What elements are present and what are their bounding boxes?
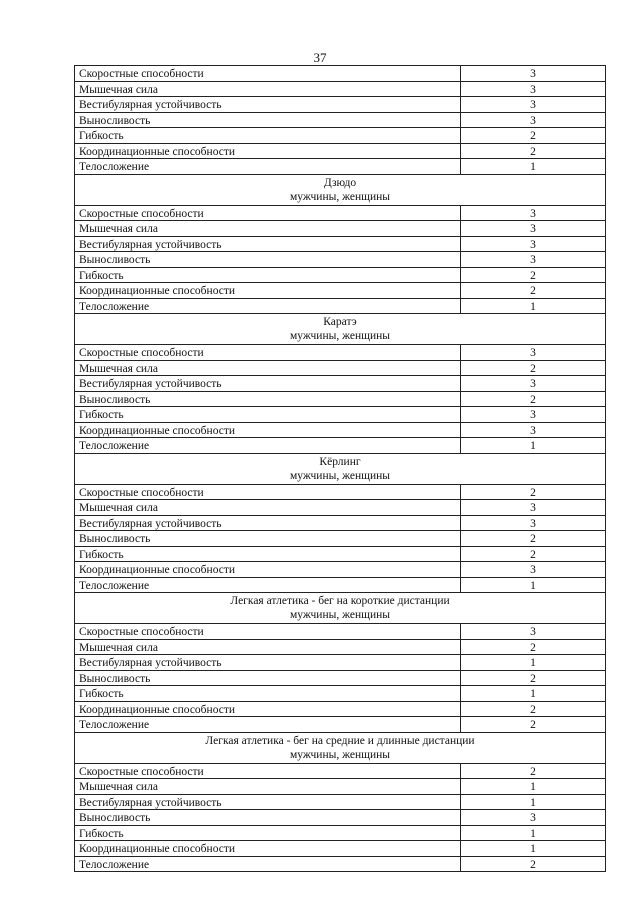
table-row bbox=[75, 205, 606, 221]
quality-score-cell: 2 bbox=[461, 701, 606, 717]
quality-name-cell: Мышечная сила bbox=[75, 221, 461, 237]
table-row bbox=[75, 221, 606, 237]
quality-score-cell: 3 bbox=[461, 345, 606, 361]
quality-score-cell: 3 bbox=[461, 97, 606, 113]
table-row bbox=[75, 159, 606, 175]
table-row bbox=[75, 763, 606, 779]
quality-name-cell: Скоростные способности bbox=[75, 66, 461, 82]
quality-name-cell: Выносливость bbox=[75, 810, 461, 826]
section-header bbox=[75, 593, 606, 624]
quality-name-cell: Координационные способности bbox=[75, 422, 461, 438]
table-row bbox=[75, 500, 606, 516]
quality-name-cell: Вестибулярная устойчивость bbox=[75, 236, 461, 252]
table-row bbox=[75, 655, 606, 671]
table-row bbox=[75, 283, 606, 299]
section-subtitle: мужчины, женщины bbox=[289, 330, 391, 342]
quality-name-cell: Вестибулярная устойчивость bbox=[75, 376, 461, 392]
quality-name-cell: Выносливость bbox=[75, 391, 461, 407]
table-row bbox=[75, 577, 606, 593]
table-row bbox=[75, 825, 606, 841]
section-subtitle: мужчины, женщины bbox=[289, 748, 391, 761]
table-row bbox=[75, 143, 606, 159]
quality-name-cell: Выносливость bbox=[75, 670, 461, 686]
quality-score-cell: 3 bbox=[461, 252, 606, 268]
quality-name-cell: Гибкость bbox=[75, 546, 461, 562]
quality-score-cell: 2 bbox=[461, 484, 606, 500]
table-row bbox=[75, 701, 606, 717]
quality-name-cell: Координационные способности bbox=[75, 143, 461, 159]
quality-name-cell: Скоростные способности bbox=[75, 624, 461, 640]
quality-name-cell: Телосложение bbox=[75, 577, 461, 593]
quality-name-cell: Мышечная сила bbox=[75, 779, 461, 795]
quality-name-cell: Мышечная сила bbox=[75, 639, 461, 655]
qualities-table bbox=[74, 65, 606, 872]
quality-name-cell: Мышечная сила bbox=[75, 81, 461, 97]
table-row bbox=[75, 686, 606, 702]
quality-score-cell: 2 bbox=[461, 670, 606, 686]
table-body bbox=[75, 66, 606, 872]
quality-score-cell: 2 bbox=[461, 856, 606, 872]
section-header bbox=[75, 732, 606, 763]
quality-score-cell: 2 bbox=[461, 546, 606, 562]
quality-score-cell: 1 bbox=[461, 438, 606, 454]
quality-score-cell: 3 bbox=[461, 810, 606, 826]
section-header bbox=[75, 314, 606, 345]
quality-name-cell: Гибкость bbox=[75, 686, 461, 702]
table-row bbox=[75, 298, 606, 314]
section-header-row bbox=[75, 593, 606, 624]
quality-score-cell: 1 bbox=[461, 159, 606, 175]
quality-score-cell: 2 bbox=[461, 360, 606, 376]
quality-score-cell: 3 bbox=[461, 515, 606, 531]
quality-name-cell: Вестибулярная устойчивость bbox=[75, 794, 461, 810]
quality-name-cell: Мышечная сила bbox=[75, 360, 461, 376]
table-row bbox=[75, 236, 606, 252]
section-header-row bbox=[75, 174, 606, 205]
quality-score-cell: 2 bbox=[461, 143, 606, 159]
quality-name-cell: Скоростные способности bbox=[75, 205, 461, 221]
table-row bbox=[75, 438, 606, 454]
quality-score-cell: 2 bbox=[461, 128, 606, 144]
section-subtitle: мужчины, женщины bbox=[289, 609, 391, 621]
quality-name-cell: Вестибулярная устойчивость bbox=[75, 97, 461, 113]
table-row bbox=[75, 391, 606, 407]
table-row bbox=[75, 267, 606, 283]
table-row bbox=[75, 345, 606, 361]
quality-score-cell: 3 bbox=[461, 500, 606, 516]
quality-name-cell: Гибкость bbox=[75, 407, 461, 423]
quality-name-cell: Телосложение bbox=[75, 159, 461, 175]
quality-score-cell: 1 bbox=[461, 298, 606, 314]
quality-name-cell: Координационные способности bbox=[75, 841, 461, 857]
section-header-row bbox=[75, 314, 606, 345]
quality-score-cell: 2 bbox=[461, 391, 606, 407]
quality-name-cell: Выносливость bbox=[75, 112, 461, 128]
quality-name-cell: Гибкость bbox=[75, 825, 461, 841]
table-row bbox=[75, 624, 606, 640]
quality-score-cell: 3 bbox=[461, 624, 606, 640]
quality-name-cell: Скоростные способности bbox=[75, 763, 461, 779]
quality-score-cell: 2 bbox=[461, 531, 606, 547]
quality-score-cell: 3 bbox=[461, 221, 606, 237]
quality-score-cell: 1 bbox=[461, 686, 606, 702]
quality-name-cell: Телосложение bbox=[75, 717, 461, 733]
quality-name-cell: Телосложение bbox=[75, 298, 461, 314]
quality-score-cell: 2 bbox=[461, 639, 606, 655]
section-title: Легкая атлетика - бег на средние и длинные дистанции bbox=[205, 734, 475, 747]
table-row bbox=[75, 66, 606, 82]
quality-score-cell: 3 bbox=[461, 562, 606, 578]
table-row bbox=[75, 407, 606, 423]
table-row bbox=[75, 546, 606, 562]
section-header bbox=[75, 453, 606, 484]
section-header-row bbox=[75, 732, 606, 763]
quality-score-cell: 1 bbox=[461, 794, 606, 810]
table-row bbox=[75, 81, 606, 97]
quality-name-cell: Координационные способности bbox=[75, 562, 461, 578]
table-row bbox=[75, 794, 606, 810]
quality-score-cell: 3 bbox=[461, 205, 606, 221]
quality-score-cell: 3 bbox=[461, 66, 606, 82]
quality-score-cell: 2 bbox=[461, 763, 606, 779]
section-subtitle: мужчины, женщины bbox=[289, 190, 391, 203]
table-row bbox=[75, 856, 606, 872]
quality-score-cell: 1 bbox=[461, 779, 606, 795]
table-row bbox=[75, 639, 606, 655]
page-number: 37 bbox=[313, 50, 327, 65]
quality-score-cell: 1 bbox=[461, 841, 606, 857]
section-title: Кёрлинг bbox=[319, 455, 361, 468]
quality-score-cell: 2 bbox=[461, 267, 606, 283]
quality-score-cell: 3 bbox=[461, 112, 606, 128]
table-row bbox=[75, 252, 606, 268]
table-row bbox=[75, 810, 606, 826]
quality-name-cell: Скоростные способности bbox=[75, 345, 461, 361]
table-row bbox=[75, 97, 606, 113]
quality-score-cell: 2 bbox=[461, 717, 606, 733]
section-subtitle: мужчины, женщины bbox=[289, 469, 391, 482]
section-title: Легкая атлетика - бег на короткие дистанции bbox=[230, 595, 450, 607]
quality-name-cell: Скоростные способности bbox=[75, 484, 461, 500]
quality-score-cell: 2 bbox=[461, 283, 606, 299]
table-row bbox=[75, 779, 606, 795]
table-row bbox=[75, 531, 606, 547]
table-row bbox=[75, 422, 606, 438]
table-row bbox=[75, 717, 606, 733]
quality-name-cell: Выносливость bbox=[75, 531, 461, 547]
quality-score-cell: 3 bbox=[461, 236, 606, 252]
quality-name-cell: Мышечная сила bbox=[75, 500, 461, 516]
quality-score-cell: 3 bbox=[461, 376, 606, 392]
section-header bbox=[75, 174, 606, 205]
table-row bbox=[75, 128, 606, 144]
table-row bbox=[75, 670, 606, 686]
quality-name-cell: Вестибулярная устойчивость bbox=[75, 655, 461, 671]
quality-score-cell: 3 bbox=[461, 422, 606, 438]
table-row bbox=[75, 515, 606, 531]
quality-name-cell: Выносливость bbox=[75, 252, 461, 268]
table-row bbox=[75, 841, 606, 857]
table-row bbox=[75, 484, 606, 500]
quality-name-cell: Телосложение bbox=[75, 438, 461, 454]
quality-name-cell: Координационные способности bbox=[75, 701, 461, 717]
quality-name-cell: Координационные способности bbox=[75, 283, 461, 299]
table-row bbox=[75, 360, 606, 376]
quality-name-cell: Гибкость bbox=[75, 267, 461, 283]
quality-name-cell: Гибкость bbox=[75, 128, 461, 144]
quality-name-cell: Вестибулярная устойчивость bbox=[75, 515, 461, 531]
table-row bbox=[75, 562, 606, 578]
quality-score-cell: 1 bbox=[461, 825, 606, 841]
section-header-row bbox=[75, 453, 606, 484]
section-title: Каратэ bbox=[323, 316, 357, 328]
table-row bbox=[75, 112, 606, 128]
quality-score-cell: 3 bbox=[461, 407, 606, 423]
table-row bbox=[75, 376, 606, 392]
quality-score-cell: 3 bbox=[461, 81, 606, 97]
section-title: Дзюдо bbox=[323, 176, 357, 189]
quality-name-cell: Телосложение bbox=[75, 856, 461, 872]
quality-score-cell: 1 bbox=[461, 655, 606, 671]
quality-score-cell: 1 bbox=[461, 577, 606, 593]
